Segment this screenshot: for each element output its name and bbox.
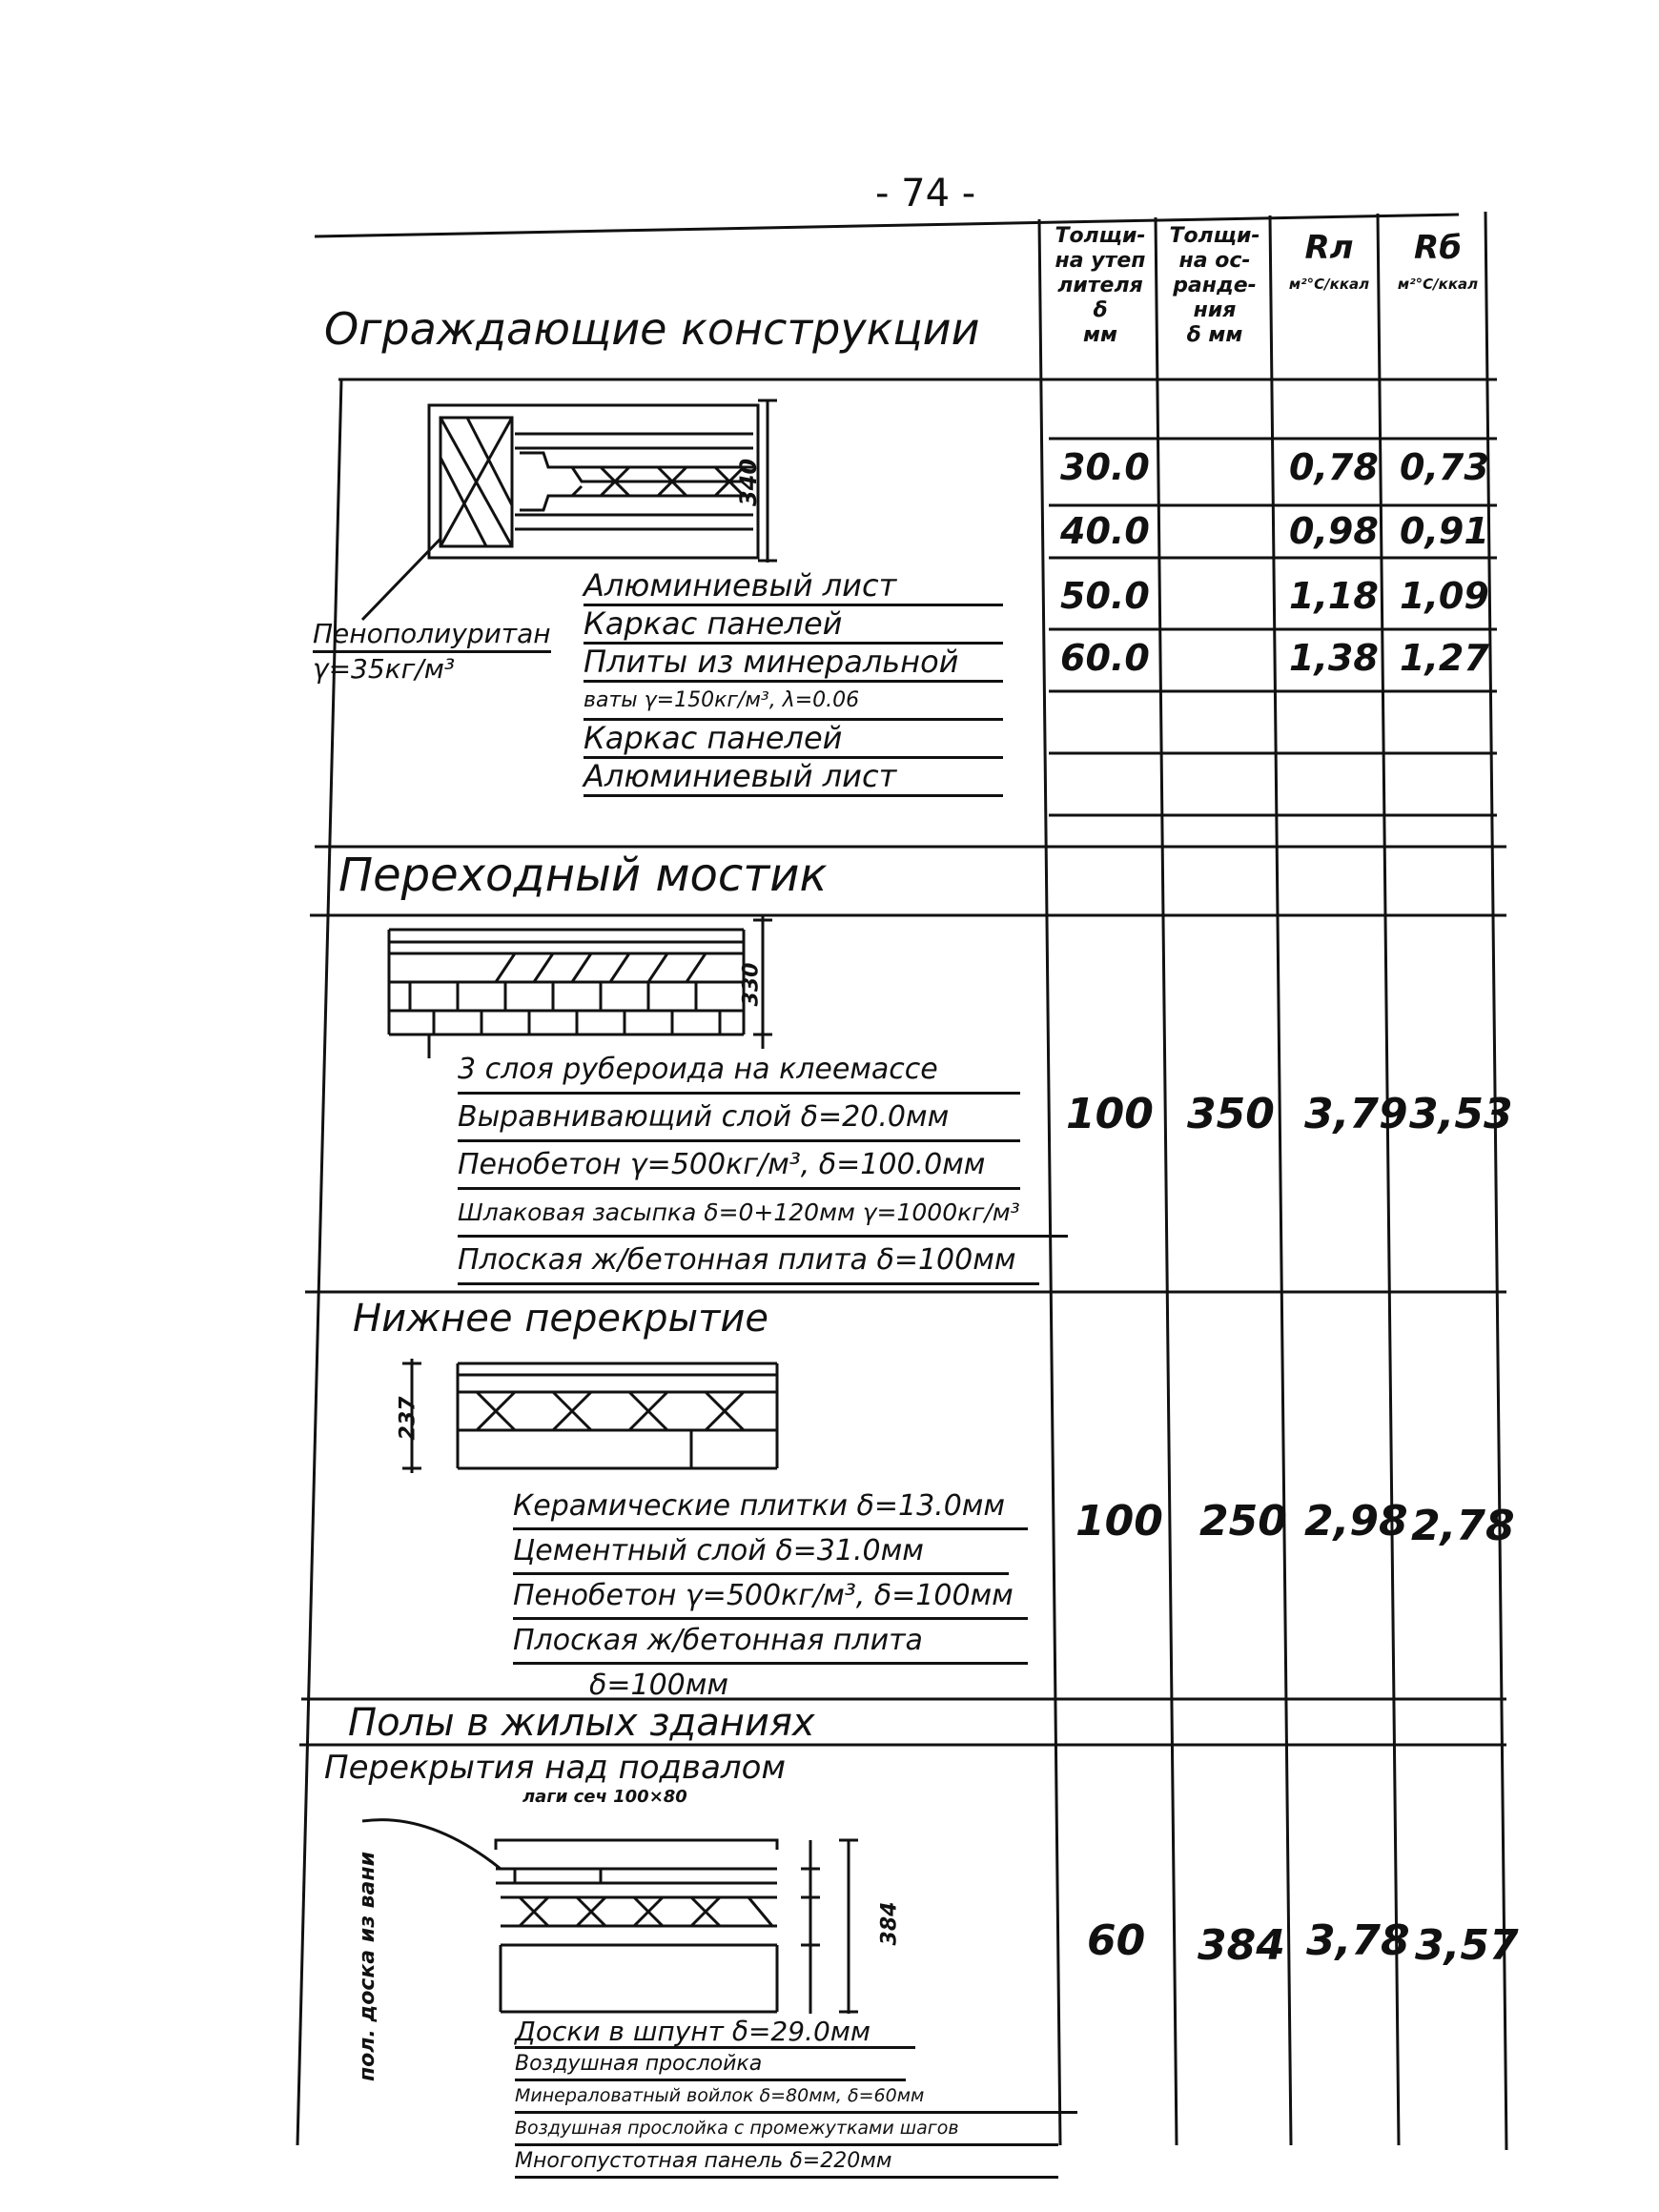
cell-rl-lower: 2,98: [1304, 1497, 1408, 1546]
cell-rb-1: 0,73: [1400, 446, 1489, 488]
column-header-rl: Rл м²°С/ккал: [1288, 229, 1370, 293]
cell-ins-1: 30.0: [1060, 446, 1150, 488]
layer-item: Каркас панелей: [584, 606, 1003, 645]
cell-base-bridge: 350: [1187, 1090, 1275, 1138]
layer-item: Алюминиевый лист: [584, 568, 1003, 606]
layer-item: Минераловатный войлок δ=80мм, δ=60мм: [515, 2081, 1077, 2114]
side-note-floor-board: пол. доска из вани: [356, 1851, 380, 2082]
layer-item: Пенобетон γ=500кг/м³, δ=100мм: [513, 1575, 1028, 1620]
layer-item: Пенобетон γ=500кг/м³, δ=100.0мм: [458, 1142, 1020, 1190]
layer-item: Доски в шпунт δ=29.0мм: [515, 2017, 915, 2049]
column-header-insulation-thickness: Толщи- на утеп лителя δ мм: [1055, 224, 1146, 347]
layer-item: Каркас панелей: [584, 721, 1003, 759]
section-title-enclosing: Ограждающие конструкции: [324, 303, 980, 355]
cell-rb-basement: 3,57: [1415, 1921, 1519, 1970]
cell-ins-3: 50.0: [1060, 575, 1150, 617]
layer-item: Выравнивающий слой δ=20.0мм: [458, 1095, 1020, 1142]
column-header-rb: Rб м²°С/ккал: [1397, 229, 1479, 293]
cell-rl-4: 1,38: [1289, 637, 1379, 679]
note-joists: лаги сеч 100×80: [522, 1787, 687, 1807]
cell-ins-bridge: 100: [1066, 1090, 1154, 1138]
dimension-label-bridge: 330: [739, 962, 764, 1007]
cell-rl-basement: 3,78: [1306, 1916, 1410, 1965]
cell-rb-3: 1,09: [1400, 575, 1489, 617]
dimension-label-basement: 384: [877, 1901, 902, 1946]
cell-ins-2: 40.0: [1060, 510, 1150, 552]
section-title-residential-floors: Полы в жилых зданиях: [348, 1701, 815, 1745]
layer-item: Многопустотная панель δ=220мм: [515, 2146, 1058, 2179]
layer-item: Воздушная прослойка с промежутками шагов: [515, 2114, 1058, 2146]
layer-item: Плиты из минеральной: [584, 645, 1003, 683]
layer-item: Керамические плитки δ=13.0мм: [513, 1485, 1028, 1530]
cell-rb-2: 0,91: [1400, 510, 1489, 552]
cell-rl-1: 0,78: [1289, 446, 1379, 488]
dimension-label-panel: 340: [735, 458, 763, 507]
layer-item: Алюминиевый лист: [584, 759, 1003, 797]
cell-rb-4: 1,27: [1400, 637, 1489, 679]
section-title-bridge: Переходный мостик: [338, 849, 828, 902]
layer-item: Шлаковая засыпка δ=0+120мм γ=1000кг/м³: [458, 1190, 1068, 1238]
layer-item: Плоская ж/бетонная плита δ=100мм: [458, 1238, 1039, 1285]
page-number: - 74 -: [875, 172, 976, 215]
cell-ins-basement: 60: [1087, 1916, 1146, 1965]
section-subtitle-basement: Перекрытия над подвалом: [324, 1749, 787, 1787]
cell-base-basement: 384: [1198, 1921, 1285, 1970]
layer-list-basement: [515, 2017, 1077, 2179]
cell-rl-2: 0,98: [1289, 510, 1379, 552]
dimension-label-lower-floor: 237: [396, 1396, 420, 1441]
layer-item: Воздушная прослойка: [515, 2049, 906, 2081]
cell-rb-lower: 2,78: [1411, 1502, 1515, 1550]
cell-base-lower: 250: [1199, 1497, 1287, 1546]
layer-item: Цементный слой δ=31.0мм: [513, 1530, 1009, 1575]
layer-item: 3 слоя рубероида на клеемассе: [458, 1047, 1020, 1095]
cell-ins-4: 60.0: [1060, 637, 1150, 679]
cell-ins-lower: 100: [1075, 1497, 1163, 1546]
layer-item: ваты γ=150кг/м³, λ=0.06: [584, 683, 1003, 721]
cell-rl-3: 1,18: [1289, 575, 1379, 617]
side-note-foam: Пенополиуритан γ=35кг/м³: [313, 618, 551, 685]
column-header-base-thickness: Толщи- на ос- ранде- ния δ мм: [1169, 224, 1260, 347]
layer-item: δ=100мм: [589, 1669, 729, 1702]
section-title-lower-floor: Нижнее перекрытие: [353, 1297, 768, 1341]
cell-rl-bridge: 3,79: [1304, 1090, 1408, 1138]
cell-rb-bridge: 3,53: [1409, 1090, 1513, 1138]
layer-item: Плоская ж/бетонная плита: [513, 1620, 1028, 1665]
